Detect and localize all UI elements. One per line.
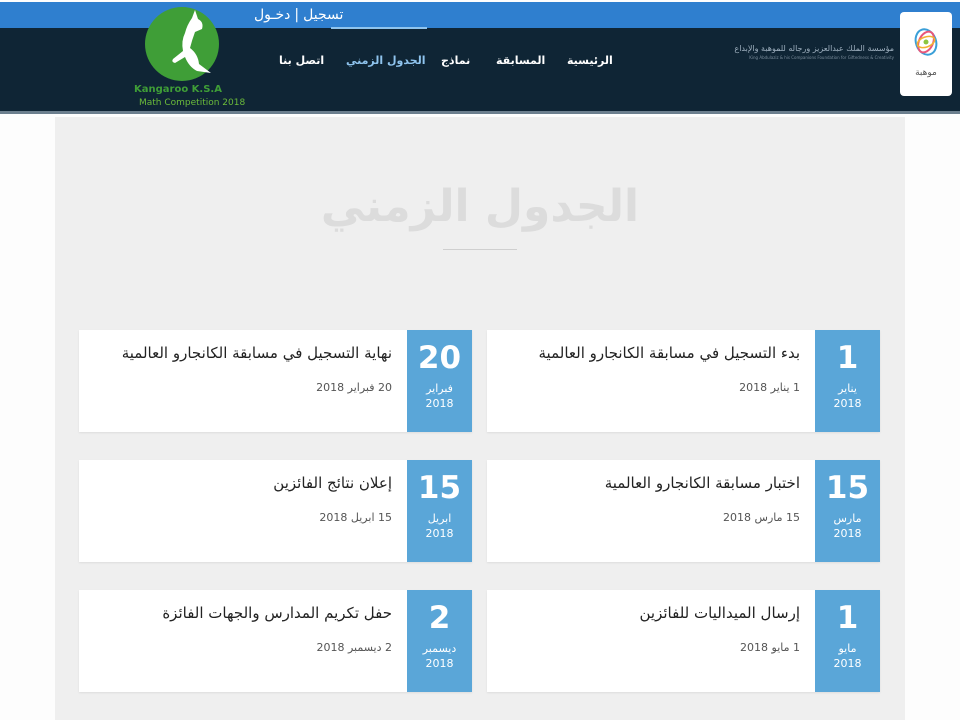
logo-subtitle: Math Competition 2018 [139, 98, 246, 108]
event-date: 1 مايو 2018 [740, 641, 800, 654]
event-year: 2018 [833, 527, 862, 540]
event-card[interactable] [79, 460, 472, 562]
mawhiba-caption: موهبة [915, 68, 937, 78]
event-date-badge [407, 590, 472, 692]
content-panel [55, 117, 905, 720]
login-link[interactable]: دخـول [254, 7, 291, 23]
event-year: 2018 [833, 397, 862, 410]
nav-timeline[interactable]: الجدول الزمني [346, 54, 426, 67]
event-year: 2018 [425, 657, 454, 670]
event-month: يناير [838, 382, 857, 395]
title-divider [443, 249, 517, 250]
event-title: نهاية التسجيل في مسابقة الكانجارو العالمية [121, 344, 392, 362]
event-date-badge [815, 460, 880, 562]
nav-competition[interactable]: المسابقة [496, 54, 546, 67]
event-date: 15 ابريل 2018 [319, 511, 392, 524]
event-date: 20 فبراير 2018 [316, 381, 392, 394]
event-date-badge [407, 330, 472, 432]
page-title: الجدول الزمني [320, 181, 640, 232]
event-month: ديسمبر [422, 642, 457, 655]
partner-name-arabic: مؤسسة الملك عبدالعزيز ورجاله للموهبة والإبداع [734, 44, 894, 53]
partner-foundation-text [722, 44, 894, 60]
event-title: إرسال الميداليات للفائزين [639, 604, 800, 622]
event-card[interactable] [487, 460, 880, 562]
logo-title: Kangaroo K.S.A [134, 84, 222, 95]
active-tab-underline [331, 27, 427, 29]
event-year: 2018 [833, 657, 862, 670]
mawhiba-logo[interactable] [900, 12, 952, 96]
event-date: 2 ديسمبر 2018 [316, 641, 392, 654]
event-card[interactable] [487, 590, 880, 692]
mawhiba-emblem-icon [900, 12, 952, 68]
auth-separator: | [294, 7, 300, 23]
event-card[interactable] [79, 590, 472, 692]
kangaroo-emblem-icon [134, 2, 254, 86]
nav-samples[interactable]: نماذج [441, 54, 471, 67]
event-title: اختبار مسابقة الكانجارو العالمية [604, 474, 800, 492]
event-month: مارس [833, 512, 862, 525]
event-date-badge [815, 590, 880, 692]
event-month: مايو [838, 642, 857, 655]
event-date: 15 مارس 2018 [723, 511, 800, 524]
event-year: 2018 [425, 527, 454, 540]
event-card[interactable] [487, 330, 880, 432]
nav-contact[interactable]: اتصل بنا [279, 54, 325, 67]
register-link[interactable]: تسجيل [303, 7, 344, 23]
partner-name-english: King Abdulaziz & his Companions Foundation for Giftedness & Creativity [749, 55, 894, 60]
event-title: بدء التسجيل في مسابقة الكانجارو العالمية [538, 344, 800, 362]
nav-home[interactable]: الرئيسية [567, 54, 613, 67]
event-month: فبراير [426, 382, 453, 395]
event-month: ابريل [427, 512, 452, 525]
event-card[interactable] [79, 330, 472, 432]
event-day: 2 [428, 600, 451, 636]
event-day: 1 [836, 340, 859, 376]
kangaroo-logo[interactable] [134, 2, 254, 112]
event-day: 15 [417, 470, 462, 506]
event-year: 2018 [425, 397, 454, 410]
event-day: 15 [825, 470, 870, 506]
event-title: إعلان نتائج الفائزين [273, 474, 392, 492]
auth-links [254, 7, 343, 23]
event-date-badge [815, 330, 880, 432]
event-day: 20 [417, 340, 462, 376]
event-title: حفل تكريم المدارس والجهات الفائزة [162, 604, 392, 622]
event-day: 1 [836, 600, 859, 636]
event-date: 1 يناير 2018 [739, 381, 800, 394]
event-date-badge [407, 460, 472, 562]
